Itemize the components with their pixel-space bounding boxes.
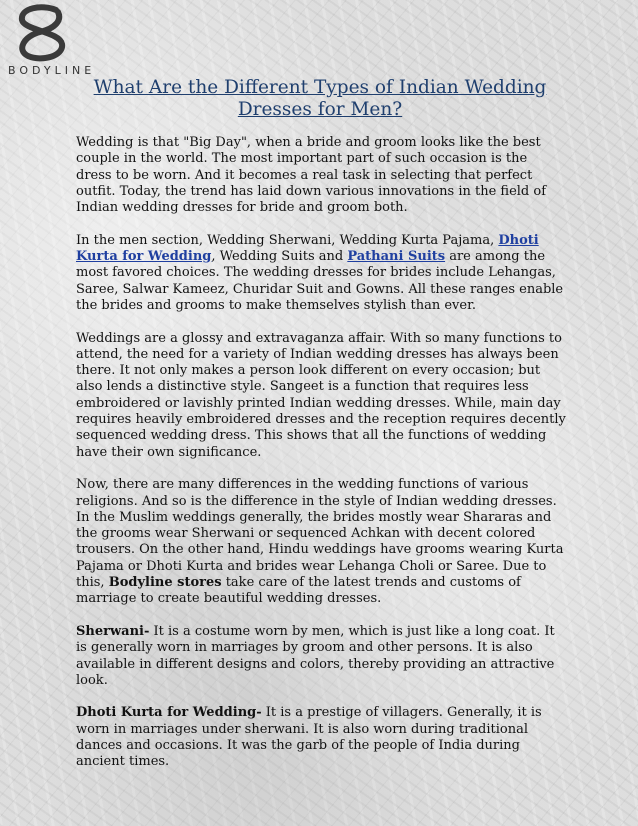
paragraph-sherwani bbox=[76, 624, 566, 689]
sherwani-description: It is a costume worn by men, which is just like a long coat. It is generally worn in marriages by groom and other persons. It is also available in different designs and colors, thereby providing an attractive look. bbox=[76, 623, 555, 688]
text-segment: In the men section, Wedding Sherwani, Wedding Kurta Pajama, bbox=[76, 232, 499, 248]
sherwani-term: Sherwani- bbox=[76, 623, 150, 639]
text-segment: are among the most favored choices. The wedding dresses for brides include Lehangas, Saree, Salwar Kameez, Churidar Suit and Gowns. All these ranges enable the brides and grooms to make themselves stylish than ever. bbox=[76, 249, 564, 313]
paragraph-intro bbox=[76, 135, 566, 216]
bodyline-s-logo-icon bbox=[12, 4, 72, 62]
text-segment: take care of the latest trends and customs of marriage to create beautiful wedding dresses. bbox=[76, 575, 521, 607]
bodyline-logo bbox=[8, 4, 100, 78]
dhoti-kurta-term: Dhoti Kurta for Wedding- bbox=[76, 705, 262, 721]
text-segment: Now, there are many differences in the wedding functions of various religions. And so is the difference in the style of Indian wedding dresses. In the Muslim weddings generally, the brides mostly wear Shararas and the grooms wear Sherwani or sequenced Achkan with decent colored trousers. On the other hand, Hindu weddings have grooms wearing Kurta Pajama or Dhoti Kurta and brides wear Lehanga Choli or Saree. Due to this, bbox=[76, 477, 564, 591]
article-body bbox=[76, 135, 566, 787]
bodyline-stores-bold: Bodyline stores bbox=[108, 575, 222, 591]
paragraph-dhoti-kurta bbox=[76, 705, 566, 770]
logo-wordmark: BODYLINE bbox=[8, 64, 96, 77]
paragraph-men-section bbox=[76, 233, 566, 314]
text-segment: , Wedding Suits and bbox=[211, 249, 348, 265]
paragraph-intro-text: Wedding is that "Big Day", when a bride and groom looks like the best couple in the world. The most important part of such occasion is the dress to be worn. And it becomes a real task in selecting that perfect outfit. Today, the trend has laid down various innovations in the field of Indian wedding dresses for bride and groom both. bbox=[76, 135, 547, 216]
paragraph-functions bbox=[76, 331, 566, 461]
dhoti-kurta-link[interactable]: Dhoti Kurta for Wedding bbox=[76, 232, 539, 265]
dhoti-kurta-description: It is a prestige of villagers. Generally, it is worn in marriages under sherwani. It is also worn during traditional dances and occasions. It was the garb of the people of India during ancient times. bbox=[76, 705, 542, 770]
pathani-suits-link[interactable]: Pathani Suits bbox=[347, 249, 446, 265]
page-title: What Are the Different Types of Indian Wedding Dresses for Men? bbox=[93, 77, 547, 120]
paragraph-religions bbox=[76, 477, 566, 607]
paragraph-functions-text: Weddings are a glossy and extravaganza affair. With so many functions to attend, the need for a variety of Indian wedding dresses has always been there. It not only makes a person look different on every occasion; but also lends a distinctive style. Sangeet is a function that requires less embroidered or lavishly printed Indian wedding dresses. While, main day requires heavily embroidered dresses and the reception requires decently sequenced wedding dress. This shows that all the functions of wedding have their own significance. bbox=[76, 330, 566, 460]
